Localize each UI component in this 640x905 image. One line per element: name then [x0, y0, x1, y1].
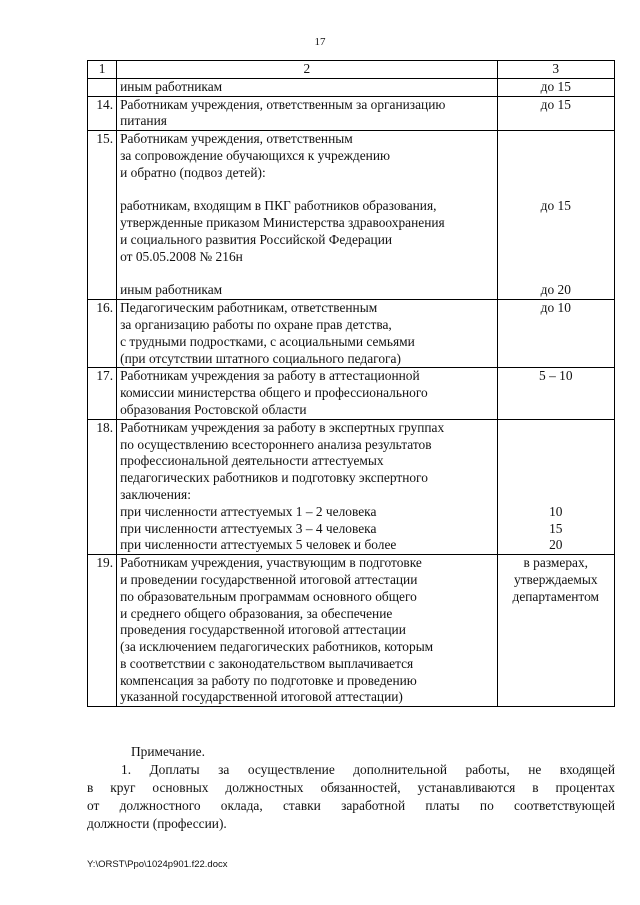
row-value [497, 368, 614, 419]
description-line: работникам, входящим в ПКГ работников образования, [120, 198, 437, 214]
description-line: при численности аттестуемых 1 – 2 человека [120, 503, 377, 519]
row-number: 14. [88, 96, 117, 131]
description-line: при численности аттестуемых 3 – 4 человека [120, 520, 377, 536]
blank-line [501, 266, 611, 283]
blank-line [120, 182, 493, 199]
description-line: с трудными подростками, с асоциальными семьями [120, 333, 415, 349]
blank-line [501, 232, 611, 249]
description-line: и проведении государственной итоговой аттестации [120, 571, 418, 587]
blank-line [501, 453, 611, 470]
blank-line [501, 420, 611, 437]
description-line: Работникам учреждения, ответственным [120, 131, 353, 147]
description-line: питания [120, 113, 167, 129]
description-line: Работникам учреждения за работу в аттестационной [120, 368, 420, 384]
table-row [88, 131, 615, 300]
blank-line [501, 165, 611, 182]
description-line: по образовательным программам основного общего [120, 588, 417, 604]
description-line: комиссии министерства общего и профессионального [120, 385, 428, 401]
value-line: до 15 [540, 78, 571, 94]
description-line: утвержденные приказом Министерства здравоохранения [120, 215, 445, 231]
header-col-1: 1 [88, 61, 117, 79]
description-line: от 05.05.2008 № 216н [120, 248, 243, 264]
note-line: 1. Доплаты за осуществление дополнительной работы, не входящей [121, 762, 615, 777]
table-row [88, 368, 615, 419]
row-value [497, 419, 614, 554]
row-value [497, 300, 614, 368]
value-line: утверждаемых [513, 571, 598, 587]
description-line: (при отсутствии штатного социального педагога) [120, 350, 401, 366]
blank-line [120, 266, 493, 283]
description-line: проведения государственной итоговой аттестации [120, 622, 406, 638]
table-row [88, 300, 615, 368]
description-line: Работникам учреждения, ответственным за организацию [120, 96, 446, 112]
description-line: (за исключением педагогических работников, которым [120, 639, 434, 655]
value-line: в размерах, [523, 555, 589, 571]
blank-line [501, 148, 611, 165]
row-number: 17. [88, 368, 117, 419]
row-number: 16. [88, 300, 117, 368]
description-line: за организацию работы по охране прав детства, [120, 316, 392, 332]
description-line: педагогических работников и подготовку экспертного [120, 470, 428, 486]
row-description [117, 78, 497, 96]
value-line: до 20 [540, 282, 571, 298]
row-description [117, 419, 497, 554]
description-line: иным работникам [120, 78, 223, 94]
value-line: 20 [549, 537, 563, 553]
row-description [117, 555, 497, 707]
header-col-3: 3 [497, 61, 614, 79]
blank-line [501, 131, 611, 148]
blank-line [501, 487, 611, 504]
blank-line [501, 182, 611, 199]
row-number: 18. [88, 419, 117, 554]
value-line: до 15 [540, 96, 571, 112]
description-line: при численности аттестуемых 5 человек и более [120, 537, 397, 553]
blank-line [501, 437, 611, 454]
header-col-2: 2 [117, 61, 497, 79]
row-number [88, 78, 117, 96]
row-description [117, 368, 497, 419]
row-description [117, 96, 497, 131]
blank-line [501, 215, 611, 232]
description-line: указанной государственной итоговой аттестации) [120, 689, 403, 705]
description-line: в соответствии с законодательством выплачивается [120, 655, 414, 671]
row-value [497, 555, 614, 707]
description-line: заключения: [120, 486, 191, 502]
value-line: 5 – 10 [539, 368, 573, 384]
value-line: 10 [549, 503, 563, 519]
payments-table [87, 60, 615, 707]
row-description [117, 131, 497, 300]
value-line: 15 [549, 520, 563, 536]
description-line: компенсация за работу по подготовке и проведению [120, 672, 417, 688]
blank-line [501, 249, 611, 266]
table-row [88, 78, 615, 96]
table-header-row [88, 61, 615, 79]
file-path-footer: Y:\ORST\Ppo\1024p901.f22.docx [87, 859, 228, 870]
description-line: и среднего общего образования, за обеспечение [120, 605, 393, 621]
table-row [88, 555, 615, 707]
description-line: иным работникам [120, 282, 223, 298]
description-line: Работникам учреждения за работу в экспертных группах [120, 419, 445, 435]
row-value [497, 78, 614, 96]
value-line: до 15 [540, 198, 571, 214]
note-line: должности (профессии). [87, 816, 227, 831]
description-line: за сопровождение обучающихся к учреждению [120, 147, 390, 163]
value-line: до 10 [540, 300, 571, 316]
row-value [497, 131, 614, 300]
description-line: Педагогическим работникам, ответственным [120, 300, 378, 316]
value-line: департаментом [512, 588, 600, 604]
description-line: по осуществлению всестороннего анализа результатов [120, 436, 432, 452]
note-line: в круг основных должностных обязанностей, устанавливаются в процентах [87, 780, 615, 795]
note-line: от должностного оклада, ставки заработной платы по соответствующей [87, 798, 615, 813]
row-description [117, 300, 497, 368]
description-line: профессиональной деятельности аттестуемых [120, 453, 384, 469]
description-line: Работникам учреждения, участвующим в подготовке [120, 555, 422, 571]
page-number: 17 [314, 36, 326, 48]
row-number: 19. [88, 555, 117, 707]
table-row [88, 96, 615, 131]
blank-line [501, 470, 611, 487]
description-line: образования Ростовской области [120, 401, 307, 417]
table-row [88, 419, 615, 554]
row-value [497, 96, 614, 131]
row-number: 15. [88, 131, 117, 300]
note-title: Примечание. [131, 744, 205, 759]
note-paragraph [87, 761, 615, 833]
description-line: и обратно (подвоз детей): [120, 164, 266, 180]
description-line: и социального развития Российской Федерации [120, 231, 393, 247]
